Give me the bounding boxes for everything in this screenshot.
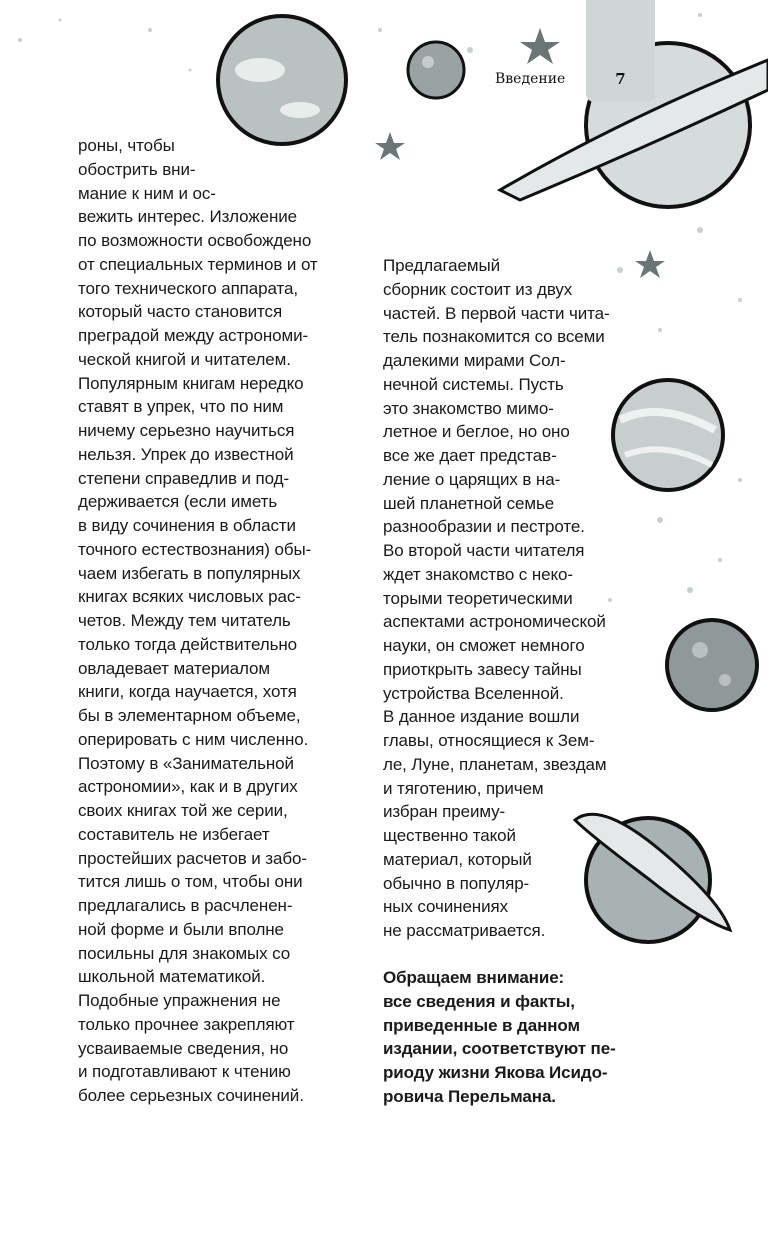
text-line: и тяготению, причем (383, 778, 544, 798)
text-line: только прочнее закрепляют (78, 1014, 295, 1034)
text-line: в виду сочинения в области (78, 516, 296, 535)
text-line: избран преиму- (383, 802, 506, 822)
text-line: простейших расчетов и забо- (78, 848, 307, 868)
text-line: школьной математикой. (78, 967, 266, 987)
text-line: ле, Луне, планетам, звездам (383, 754, 607, 774)
text-line: далекими мирами Сол- (383, 351, 566, 370)
planet-spotted (667, 620, 757, 710)
text-line: преградой между астрономи- (78, 326, 309, 345)
text-line: риоду жизни Якова Исидо- (383, 1063, 608, 1082)
text-line: степени справедлив и под- (78, 468, 290, 488)
text-line: тель познакомится со всеми (383, 327, 605, 347)
text-line: точного естествознания) обы- (78, 539, 312, 559)
text-line: Поэтому в «Занимательной (78, 753, 294, 773)
planet-top-left (218, 16, 346, 144)
text-line: ной форме и были вполне (78, 919, 284, 939)
text-line: роны, чтобы (78, 136, 175, 155)
text-line: шей планетной семье (383, 493, 555, 513)
planet-small-moon (408, 42, 464, 98)
text-line: тится лишь о том, чтобы они (78, 872, 303, 892)
text-line: только тогда действительно (78, 634, 298, 654)
text-line: издании, соответствуют пе- (383, 1039, 616, 1059)
planet-striped (613, 380, 723, 490)
text-line: ных сочинениях (383, 897, 508, 917)
text-line: ничему серьезно научиться (78, 421, 295, 440)
text-line: устройства Вселенной. (383, 683, 564, 703)
text-line: четов. Между тем читатель (78, 611, 291, 630)
text-line: ждет знакомство с неко- (383, 564, 573, 584)
text-line: В данное издание вошли (383, 707, 580, 727)
text-line: это знакомство мимо- (383, 398, 554, 418)
text-line: более серьезных сочинений. (78, 1086, 304, 1105)
text-line: своих книгах той же серии, (78, 801, 288, 820)
text-line: предлагались в расчленен- (78, 896, 293, 915)
text-line: торыми теоретическими (383, 588, 573, 608)
text-line: главы, относящиеся к Зем- (383, 731, 595, 750)
text-line: приоткрыть завесу тайны (383, 659, 582, 679)
text-line: оперировать с ним численно. (78, 729, 309, 749)
text-line: и подготавливают к чтению (78, 1062, 291, 1082)
text-line: составитель не избегает (78, 824, 270, 844)
text-line: астрономии», как и в других (78, 777, 298, 797)
text-line: все же дает представ- (383, 446, 557, 465)
text-line: приведенные в данном (383, 1015, 580, 1035)
text-line: сборник состоит из двух (383, 279, 573, 299)
text-line: Популярным книгам нередко (78, 373, 304, 393)
text-line: ческой книгой и читателем. (78, 349, 291, 369)
text-line: держивается (если иметь (78, 492, 278, 512)
text-line: усваиваемые сведения, но (78, 1038, 289, 1058)
text-line: ровича Перельмана. (383, 1086, 556, 1106)
text-line: разнообразии и пестроте. (383, 517, 585, 537)
text-line: книгах всяких числовых рас- (78, 587, 301, 607)
text-line: чаем избегать в популярных (78, 563, 301, 583)
left-column-text (78, 134, 318, 1108)
text-line: науки, он сможет немного (383, 636, 585, 655)
text-line: ставят в упрек, что по ним (78, 397, 284, 417)
notice-text (383, 966, 616, 1109)
text-line: мание к ним и ос- (78, 183, 216, 203)
text-line: Подобные упражнения не (78, 991, 281, 1010)
text-line: Предлагаемый (383, 256, 500, 275)
text-line: не рассматривается. (383, 921, 546, 940)
text-line: материал, который (383, 849, 532, 869)
text-line: вежить интерес. Изложение (78, 207, 297, 227)
section-title: Введение (495, 71, 566, 87)
text-line: нечной системы. Пусть (383, 374, 564, 394)
text-line: нельзя. Упрек до известной (78, 444, 294, 464)
text-line: овладевает материалом (78, 658, 270, 678)
text-line: летное и беглое, но оно (383, 422, 570, 442)
text-line: обычно в популяр- (383, 873, 530, 893)
text-line: Во второй части читателя (383, 541, 585, 560)
text-line: щественно такой (383, 826, 516, 845)
text-line: аспектами астрономической (383, 612, 606, 632)
text-line: обострить вни- (78, 159, 196, 179)
text-line: частей. В первой части чита- (383, 303, 610, 323)
text-line: бы в элементарном объеме, (78, 706, 301, 725)
text-line: Обращаем внимание: (383, 968, 565, 987)
right-column-text (383, 254, 610, 943)
text-line: того технического аппарата, (78, 278, 298, 298)
text-line: который часто становится (78, 302, 283, 322)
page-number: 7 (615, 70, 626, 88)
text-line: все сведения и факты, (383, 991, 575, 1011)
text-line: от специальных терминов и от (78, 254, 318, 274)
text-line: посильны для знакомых со (78, 943, 291, 963)
text-line: книги, когда научается, хотя (78, 682, 297, 702)
text-line: по возможности освобождено (78, 231, 312, 250)
text-line: ление о царящих в на- (383, 469, 561, 489)
